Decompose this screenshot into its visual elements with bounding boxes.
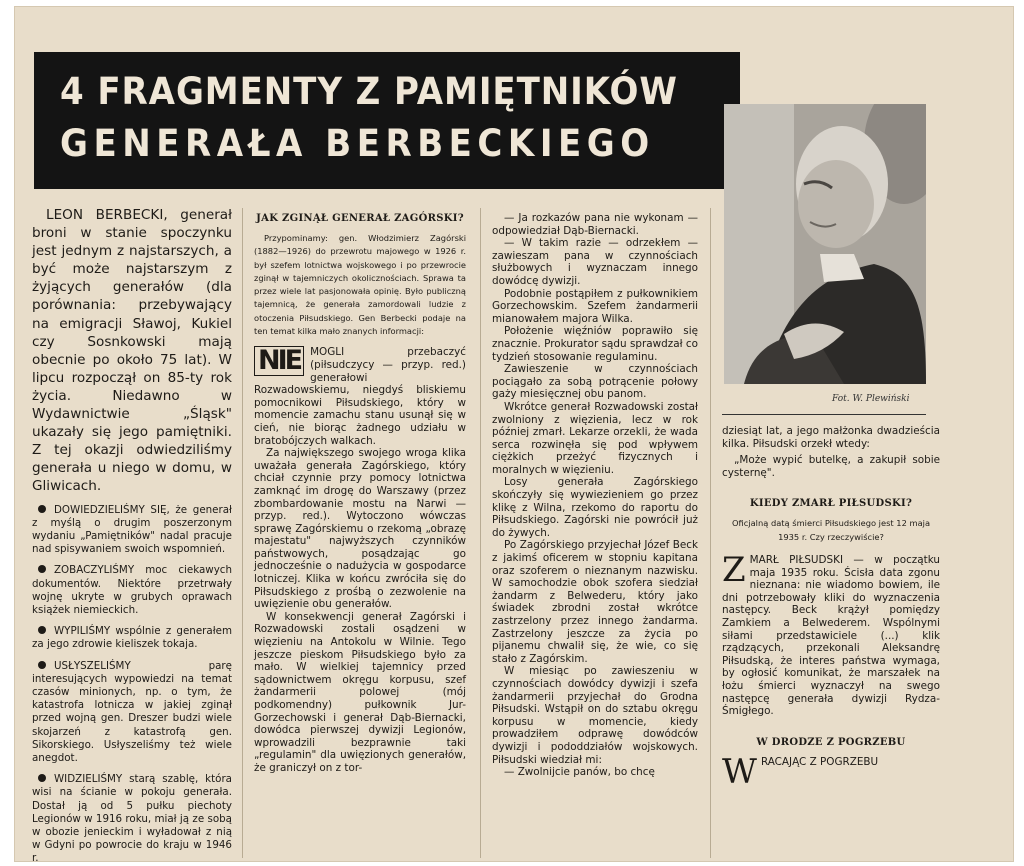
body-paragraph: Zawieszenie w czynnościach pociągało za sobą potrącenie połowy gaży miesięcznej obu panom.: [492, 363, 698, 401]
intro-paragraph: Oficjalną datą śmierci Piłsudskiego jest 12 maja 1935 r. Czy rzeczywiście?: [731, 518, 931, 542]
bullet-paragraph: USŁYSZELIŚMY parę interesujących wypowiedzi na temat czasów minionych, np. o tym, że katastrofa lotnicza w jakiej zginął przed wojną gen. Dreszer budzi wiele skojarzeń z katastrofą gen. Sikorskiego. Usłyszeliśmy też wiele anegdot.: [32, 659, 232, 764]
drop-cap-paragraph: NIE MOGLI przebaczyć (piłsudczycy — przyp. red.) generałowi Rozwadowskiemu, niegdyś bliskiemu pomocnikowi Piłsudskiego, który w momencie zamachu stanu usunął się w cień, nie biorąc żadnego udziału w bratobójczych walkach.: [254, 345, 466, 447]
bullet-paragraph: ZOBACZYLIŚMY moc ciekawych dokumentów. Niektóre przetrwały wojnę ukryte w grubych oprawach książek niemieckich.: [32, 564, 232, 616]
bullet-paragraph: WIDZIELIŚMY starą szablę, która wisi na ścianie w pokoju generała. Dostał ją od 5 pułku piechoty Legionów w 1916 roku, miał ją ze sobą w obozie jenieckim i wyładował z nią w Gdyni po powrocie do kraju w 1946 r.: [32, 773, 232, 865]
column-2: [254, 212, 466, 775]
body-paragraph: — W takim razie — odrzekłem — zawieszam pana w czynnościach służbowych i wyznaczam innego dowódcę dywizji.: [492, 237, 698, 287]
bullet-icon: [38, 505, 46, 513]
body-paragraph: Losy generała Zagórskiego skończyły się wywiezieniem go przez klikę z Wilna, rzekomo do raportu do Piłsudskiego. Zagórski nie powrócił już do żywych.: [492, 476, 698, 539]
drop-cap: W: [722, 751, 757, 792]
body-paragraph: W miesiąc po zawieszeniu w czynnościach dowódcy dywizji i szefa żandarmerii przyjechał do Grodna Piłsudski. Wstąpił on do sztabu okręgu korpusu w momencie, kiedy prowadziłem odprawę dowódców dywizji i pododdziałów wojskowych. Piłsudski wiedział mi:: [492, 665, 698, 766]
bullet-paragraph: WYPILIŚMY wspólnie z generałem za jego zdrowie kieliszek tokaja.: [32, 625, 232, 651]
drop-cap: Z: [722, 549, 746, 590]
bullet-icon: [38, 661, 46, 669]
bullet-icon: [38, 565, 46, 573]
photo-credit: Fot. W. Plewiński: [832, 394, 910, 404]
bullet-icon: [38, 626, 46, 634]
lead-paragraph: LEON BERBECKI, generał broni w stanie spoczynku jest jednym z najstarszych, a być może najstarszym z żyjących generałów (dla porównania: przebywający na emigracji Sławoj, Kukiel czy Sosnkowski mają obecnie po około 75 lat). W lipcu rozpoczął on 85-ty rok życia. Niedawno w Wydawnictwie „Śląsk" ukazały się jego pamiętniki. Z tej okazji odwiedziliśmy generała u niego w domu, w Gliwicach.: [32, 207, 232, 495]
body-paragraph: Za największego swojego wroga klika uważała generała Zagórskiego, który chciał czynnie przy pomocy lotnictwa zamknąć im drogę do Warszawy (przez zbombardowanie mostu na Narwi — przyp. red.). Wytoczono wówczas sprawę Zagórskiemu o rzekomą „obrazę majestatu" najwyższych czynników państwowych, posądzając go jednocześnie o nadużycia w gospodarce lotniczej. Klika w końcu zwróciła się do Piłsudskiego z prośbą o zezwolenie na uwięzienie obu generałów.: [254, 447, 466, 611]
body-paragraph: Podobnie postąpiłem z pułkownikiem Gorzechowskim. Szefem żandarmerii mianowałem majora Wilka.: [492, 287, 698, 325]
divider: [722, 414, 926, 415]
column-4: [722, 414, 940, 792]
column-divider: [480, 208, 481, 858]
column-divider: [242, 208, 243, 858]
portrait-photo: [724, 104, 926, 384]
portrait-illustration: [724, 104, 926, 384]
body-paragraph: Wkrótce generał Rozwadowski został zwolniony z więzienia, lecz w rok później zmarł. Lekarze orzekli, że wada serca rozwinęła się pod wpływem ciężkich przeżyć fizycznych i moralnych w więzieniu.: [492, 400, 698, 476]
quote: „Może wypić butelkę, a zakupił sobie cysternę".: [722, 454, 940, 479]
column-3: [492, 212, 698, 779]
column-1: [32, 206, 232, 866]
headline-line-2: GENERAŁA BERBECKIEGO: [60, 122, 655, 165]
drop-cap-paragraph: ZMARŁ PIŁSUDSKI — w początku maja 1935 roku. Ścisła data zgonu nieznana: nie wiadomo bowiem, ile dni potrzebowały kliki do wyznaczenia następcy. Beck krążył pomiędzy Zamkiem a Belwederem. Wspólnymi siłami przedstawiciele (...) klik rządzących, przekonali Aleksandrę Piłsudską, że interes państwa wymaga, by ogłosić komunikat, że marszałek na łożu śmierci wyznaczył na swego następcę generała dywizji Rydza-Śmigłego.: [722, 549, 940, 718]
body-paragraph: — Zwolnijcie panów, bo chcę: [504, 766, 655, 779]
body-paragraph: W konsekwencji generał Zagórski i Rozwadowski zostali osądzeni w więzieniu na Antokolu w Wilnie. Tego jeszcze pieskom Piłsudskiego było za mało. W wielkiej tajemnicy przed sądownictwem okręgu korpusu, szef żandarmerii polowej (mój podkomendny) pułkownik Jur-Gorzechowski i generał Dąb-Biernacki, dowódca pierwszej dywizji Legionów, wprowadzili bezprawnie taki „regulamin" dla uwięzionych generałów, że graniczył on z tor-: [254, 610, 466, 774]
subheading: JAK ZGINĄŁ GENERAŁ ZAGÓRSKI?: [256, 213, 464, 224]
body-paragraph: dziesiąt lat, a jego małżonka dwadzieścia kilka. Piłsudski orzekł wtedy:: [722, 425, 940, 450]
headline-line-1: 4 FRAGMENTY Z PAMIĘTNIKÓW: [60, 70, 678, 113]
subheading: KIEDY ZMARŁ PIŁSUDSKI?: [749, 498, 913, 510]
headline: [60, 66, 686, 170]
drop-cap-paragraph: WRACAJĄC Z POGRZEBU: [722, 751, 879, 792]
body-paragraph: Po Zagórskiego przyjechał Józef Beck z jakimś oficerem w stopniu kapitana oraz szoferem o nieznanym nazwisku. W samochodzie obok szofera siedział żandarm z Belwederu, który jako świadek zbrodni został wkrótce zastrzelony przez innego żandarma. Zastrzelony jeszcze za życia po pijanemu chwalił się, że wie, co się stało z Zagórskim.: [492, 539, 698, 665]
body-paragraph: Położenie więźniów poprawiło się znacznie. Prokurator sądu sprawdzał co tydzień stosowanie regulaminu.: [492, 325, 698, 363]
body-paragraph: — Ja rozkazów pana nie wykonam — odpowiedział Dąb-Biernacki.: [492, 212, 698, 237]
bullet-paragraph: DOWIEDZIELIŚMY SIĘ, że generał z myślą o drugim poszerzonym wydaniu „Pamiętników" nadal pracuje nad spisywaniem swoich wspomnień.: [32, 503, 232, 556]
drop-cap: NIE: [254, 346, 304, 376]
column-divider: [710, 208, 711, 858]
intro-paragraph: Przypominamy: gen. Włodzimierz Zagórski (1882—1926) do przewrotu majowego w 1926 r. był szefem lotnictwa wojskowego i po przewrocie zginął w tajemniczych okolicznościach. Sprawa ta przez wiele lat pasjonowała opinię. Było publiczną tajemnicą, że generała zamordowali ludzie z otoczenia Piłsudskiego. Gen Berbecki podaje na ten temat kilka mało znanych informacji:: [254, 233, 466, 337]
bullet-icon: [38, 774, 46, 782]
subheading: W DRODZE Z POGRZEBU: [756, 736, 906, 748]
